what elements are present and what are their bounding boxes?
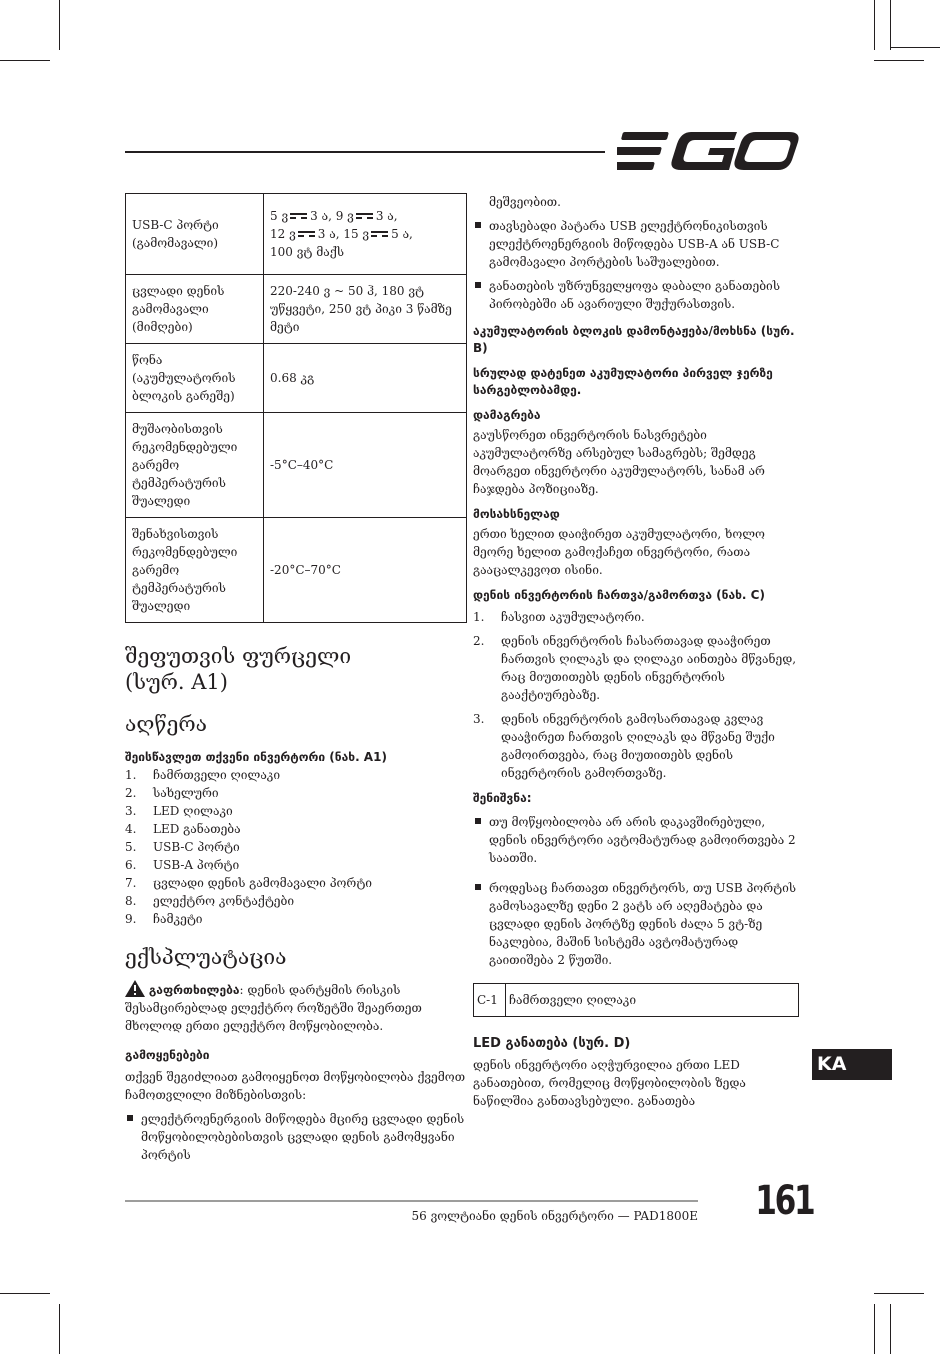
language-tab: KA [812, 1049, 892, 1080]
spec-key: შენახვისთვის რეკომენდებული გარემო ტემპერატურის შუალედი [126, 518, 264, 623]
left-column [125, 193, 467, 1164]
bullet-icon [473, 277, 489, 313]
crop-mark [0, 60, 50, 61]
spec-key: წონა (აკუმულატორის ბლოკის გარეშე) [126, 344, 264, 413]
crop-mark [890, 1304, 891, 1354]
crop-mark [890, 47, 940, 48]
list-item [473, 217, 803, 271]
item-label: USB-C პორტი [153, 840, 240, 854]
spec-value-part: 100 ვტ მაქს [270, 245, 345, 259]
crop-mark [874, 1293, 924, 1294]
item-number: 3. [125, 804, 137, 818]
led-text: დენის ინვერტორი აღჭურვილია ერთი LED განათებით, რომელიც მოწყობილობის ზედა ნაწილშია განთავსებული. განათება [473, 1058, 746, 1108]
footer-rule [125, 1200, 698, 1202]
item-number: 7. [125, 876, 137, 890]
table-row [126, 518, 467, 623]
remove-text: ერთი ხელით დაიჭირეთ აკუმულატორი, ხოლო მეორე ხელით გამოქაჩეთ ინვერტორი, რათა გააცალკევოთ ისინი. [473, 527, 765, 577]
item-label: ელექტრო კონტაქტები [153, 894, 295, 908]
list-item [473, 608, 803, 626]
subsection-title-remove: მოსახსნელად [473, 507, 560, 521]
applications-list-continued [473, 217, 803, 313]
header-rule [125, 151, 605, 153]
list-item [125, 784, 467, 802]
item-number: 8. [125, 894, 137, 908]
item-number: 2. [473, 634, 485, 648]
bullet-icon [125, 1110, 141, 1164]
spec-table [125, 193, 467, 623]
continuation-text: მეშვეობით. [489, 195, 561, 209]
right-column [473, 193, 803, 1110]
item-number: 4. [125, 822, 137, 836]
list-item-text: ელექტროენერგიის მიწოდება მცირე ცვლადი დენის მოწყობილობებისთვის ცვლადი დენის გამომყვანი პორტის [141, 1112, 465, 1162]
crop-mark [874, 1304, 875, 1354]
list-item [125, 910, 467, 928]
spec-value-part: 3 ა, 15 ვ [317, 227, 370, 241]
bullet-icon [473, 813, 489, 867]
applications-list [125, 1110, 467, 1164]
notes-list [473, 813, 803, 969]
item-label: LED ღილაკი [153, 804, 233, 818]
item-text: დენის ინვერტორის გამოსართავად კვლავ დააჭირეთ ჩართვის ღილაკს და მწვანე შუქი გამოირთვება, რაც მიუთითებს დენის ინვერტორის გამორთვაზე. [501, 712, 775, 780]
spec-value-part: 3 ა, 9 ვ [310, 209, 354, 223]
ego-logo [617, 132, 799, 170]
dc-symbol-icon [298, 230, 315, 239]
bullet-icon [473, 879, 489, 969]
list-item [125, 802, 467, 820]
bullet-icon [473, 217, 489, 271]
item-number: 9. [125, 912, 137, 926]
item-label: ცვლადი დენის გამომავალი პორტი [153, 876, 373, 890]
list-item-text: განათების უზრუნველყოფა დაბალი განათების პირობებში ან ავარიული შუქურასთვის. [489, 279, 781, 311]
page-number: 161 [755, 1178, 814, 1224]
warning-paragraph [125, 980, 467, 1035]
switch-steps-list [473, 608, 803, 782]
section-title-description: აღწერა [125, 712, 208, 736]
list-item [473, 879, 803, 969]
table-row [126, 413, 467, 518]
section-title-symbols: შეფუთვის ფურცელი (სურ. A1) [125, 644, 352, 694]
crop-mark [0, 1293, 50, 1294]
spec-value: -20°C–70°C [264, 518, 467, 623]
spec-value-part: 3 ა, [375, 209, 398, 223]
item-label: სახელური [153, 786, 219, 800]
spec-value: 0.68 კგ [264, 344, 467, 413]
legend-value: ჩამრთველი ღილაკი [509, 993, 637, 1007]
warning-triangle-icon [125, 980, 145, 997]
install-text: გაუსწორეთ ინვერტორის ნასვრეტები აკუმულატორზე არსებულ სამაგრებს; შემდეგ მოარგეთ ინვერტორი აკუმულატორს, სანამ არ ჩაჯდება პოზიციაზე. [473, 428, 765, 496]
spec-key: მუშაობისთვის რეკომენდებული გარემო ტემპერატურის შუალედი [126, 413, 264, 518]
legend-key: C-1 [474, 984, 506, 1016]
subsection-title-led: LED განათება (სურ. D) [473, 1036, 631, 1051]
item-number: 6. [125, 858, 137, 872]
spec-value-part: 5 ა, [391, 227, 413, 241]
crop-mark [874, 0, 875, 50]
item-text: ჩასვით აკუმულატორი. [501, 610, 645, 624]
battery-note: სრულად დატენეთ აკუმულატორი პირველ ჯერზე სარგებლობამდე. [473, 366, 773, 397]
crop-mark [59, 1304, 60, 1354]
list-item-text: თავსებადი პატარა USB ელექტრონიკისთვის ელექტროენერგიის მიწოდება USB-A ან USB-C გამომავალი პორტების საშუალებით. [489, 219, 780, 269]
subsection-title-applications: გამოყენებები [125, 1048, 210, 1062]
item-number: 2. [125, 786, 137, 800]
item-number: 5. [125, 840, 137, 854]
item-text: დენის ინვერტორის ჩასართავად დააჭირეთ ჩართვის ღილაკს და ღილაკი აინთება მწვანედ, რაც მიუთითებს დენის ინვერტორის გააქტიურებაზე. [501, 634, 797, 702]
list-item [125, 838, 467, 856]
spec-value [264, 194, 467, 275]
warning-text: : დენის დარტყმის რისკის შესამცირებლად ელექტრო როზეტში შეაერთეთ მხოლოდ ერთი ელექტრო მოწყობილობა. [125, 983, 422, 1033]
list-item [125, 820, 467, 838]
list-item [125, 856, 467, 874]
table-row [126, 194, 467, 275]
item-number: 1. [125, 768, 137, 782]
spec-value: -5°C–40°C [264, 413, 467, 518]
parts-list [125, 766, 467, 928]
applications-text: თქვენ შეგიძლიათ გამოიყენოთ მოწყობილობა ქვემოთ ჩამოთვლილი მიზნებისთვის: [125, 1070, 466, 1102]
item-label: ჩამკეტი [153, 912, 203, 926]
spec-key: USB-C პორტი (გამომავალი) [126, 194, 264, 275]
spec-value-part: 12 ვ [270, 227, 296, 241]
table-row [126, 344, 467, 413]
crop-mark [874, 60, 924, 61]
list-item-text: როდესაც ჩართავთ ინვერტორს, თუ USB პორტის გამოსავალზე დენი 2 ვატს არ აღემატება და ცვლადი დენის პორტზე დენის ძალა 5 ვტ-ზე ნაკლებია, მაშინ სისტემა ავტომატურად გაითიშება 2 წუთში. [489, 881, 797, 967]
item-label: LED განათება [153, 822, 241, 836]
item-label: ჩამრთველი ღილაკი [153, 768, 281, 782]
list-item [473, 813, 803, 867]
list-item [473, 710, 803, 782]
table-row [126, 275, 467, 344]
note-title: შენიშვნა: [473, 791, 532, 805]
list-item [125, 874, 467, 892]
item-number: 1. [473, 610, 485, 624]
list-item [125, 766, 467, 784]
subsection-title-switch: დენის ინვერტორის ჩართვა/გამორთვა (ნახ. C) [473, 588, 765, 602]
crop-mark [890, 0, 891, 50]
dc-symbol-icon [290, 212, 307, 221]
footer-text: 56 ვოლტიანი დენის ინვერტორი — PAD1800E [411, 1209, 698, 1223]
list-item [125, 1110, 467, 1164]
item-number: 3. [473, 712, 485, 726]
spec-value-part: 5 ვ [270, 209, 289, 223]
warning-label: გაფრთხილება [148, 983, 240, 997]
list-item [473, 632, 803, 704]
dc-symbol-icon [371, 230, 388, 239]
section-title-operation: ექსპლუატაცია [125, 945, 287, 969]
crop-mark [59, 0, 60, 50]
spec-value: 220-240 ვ ~ 50 ჰ, 180 ვტ უწყვეტი, 250 ვტ პიკი 3 წამზე მეტი [264, 275, 467, 344]
list-item [125, 892, 467, 910]
subsection-title-battery: აკუმულატორის ბლოკის დამონტაჟება/მოხსნა (სურ. B) [473, 324, 795, 355]
dc-symbol-icon [356, 212, 373, 221]
item-label: USB-A პორტი [153, 858, 240, 872]
list-item [473, 277, 803, 313]
spec-key: ცვლადი დენის გამომავალი (მიმღები) [126, 275, 264, 344]
subsection-title-install: დამაგრება [473, 408, 541, 422]
list-item-text: თუ მოწყობილობა არ არის დაკავშირებული, დენის ინვერტორი ავტომატურად გამოირთვება 2 საათში. [489, 815, 796, 865]
legend-table [473, 983, 799, 1017]
subsection-title-know: შეისწავლეთ თქვენი ინვერტორი (ნახ. A1) [125, 750, 387, 764]
